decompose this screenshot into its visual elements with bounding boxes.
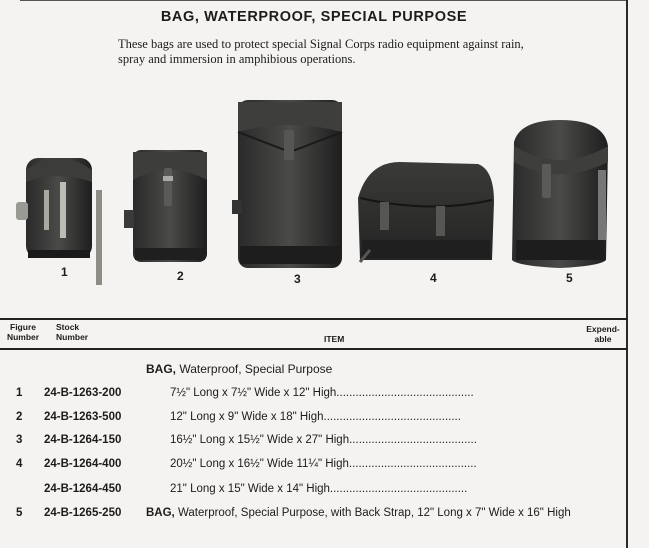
row-item-bold: BAG, bbox=[146, 507, 175, 519]
row-item: 16½" Long x 15½" Wide x 27" High........................................ bbox=[170, 434, 477, 446]
top-rule bbox=[20, 0, 627, 1]
row-figure: 5 bbox=[16, 507, 23, 519]
row-item bbox=[146, 507, 616, 519]
figure-number-2: 2 bbox=[177, 269, 184, 283]
figure-number-1: 1 bbox=[61, 265, 68, 279]
figure-number-5: 5 bbox=[566, 271, 573, 285]
row-item-rest: Waterproof, Special Purpose, with Back Strap, 12" Long x 7" Wide x 16" High bbox=[174, 507, 571, 519]
group-title-rest: Waterproof, Special Purpose bbox=[176, 362, 333, 376]
row-item: 7½" Long x 7½" Wide x 12" High........................................... bbox=[170, 387, 474, 399]
bag-2-image bbox=[124, 150, 207, 262]
page-subtitle: These bags are used to protect special Signal Corps radio equipment against rain, spray and immersion in amphibious operations. bbox=[118, 37, 524, 66]
table-row bbox=[0, 434, 628, 452]
row-figure: 2 bbox=[16, 411, 23, 423]
table-group-title bbox=[146, 362, 332, 376]
row-stock-number: 24-B-1265-250 bbox=[44, 507, 122, 519]
table-row bbox=[0, 483, 628, 501]
row-item: 12" Long x 9" Wide x 18" High........................................... bbox=[170, 411, 461, 423]
row-stock-number: 24-B-1264-150 bbox=[44, 434, 122, 446]
bag-1-image bbox=[16, 158, 102, 285]
row-stock-number: 24-B-1263-200 bbox=[44, 387, 122, 399]
row-stock-number: 24-B-1263-500 bbox=[44, 411, 122, 423]
table-row bbox=[0, 387, 628, 405]
bag-3-image bbox=[232, 100, 342, 268]
row-item: 21" Long x 15" Wide x 14" High........................................... bbox=[170, 483, 468, 495]
row-figure: 3 bbox=[16, 434, 23, 446]
header-expendable: Expend-able bbox=[586, 324, 620, 344]
table-header-rule bbox=[0, 348, 628, 350]
header-stock-number: Stock Number bbox=[56, 322, 89, 342]
bag-5-image bbox=[512, 120, 608, 268]
figure-number-3: 3 bbox=[294, 272, 301, 286]
table-row bbox=[0, 458, 628, 476]
page-title: BAG, WATERPROOF, SPECIAL PURPOSE bbox=[160, 9, 468, 25]
header-figure-number: Figure Number bbox=[6, 322, 40, 342]
row-figure: 1 bbox=[16, 387, 23, 399]
row-item: 20½" Long x 16½" Wide 11¼" High........................................ bbox=[170, 458, 477, 470]
group-title-bold: BAG, bbox=[146, 362, 176, 376]
table-top-rule bbox=[0, 318, 628, 320]
figure-number-4: 4 bbox=[430, 271, 437, 285]
bag-photos bbox=[0, 90, 628, 290]
bag-4-image bbox=[358, 162, 494, 262]
table-row bbox=[0, 411, 628, 429]
table-row bbox=[0, 507, 628, 525]
header-item: ITEM bbox=[324, 334, 345, 344]
row-figure: 4 bbox=[16, 458, 23, 470]
row-stock-number: 24-B-1264-450 bbox=[44, 483, 122, 495]
row-stock-number: 24-B-1264-400 bbox=[44, 458, 122, 470]
